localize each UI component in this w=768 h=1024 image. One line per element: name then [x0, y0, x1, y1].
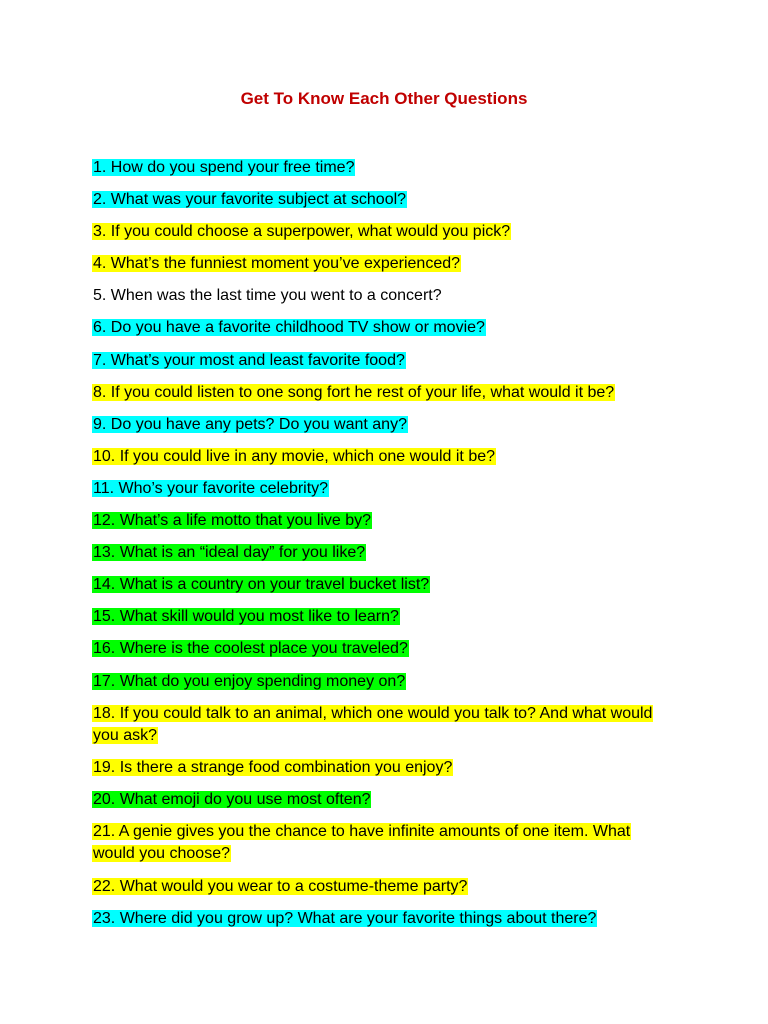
question-text: 15. What skill would you most like to learn?	[93, 608, 399, 626]
question-text: 2. What was your favorite subject at school?	[93, 191, 407, 209]
question-text: 6. Do you have a favorite childhood TV show or movie?	[93, 319, 485, 337]
question-text: 13. What is an “ideal day” for you like?	[93, 544, 366, 562]
document-title: Get To Know Each Other Questions	[240, 89, 528, 108]
question-item	[92, 157, 662, 179]
question-list	[92, 157, 662, 940]
question-item	[92, 510, 662, 532]
question-item	[92, 757, 662, 779]
question-item	[92, 671, 662, 693]
question-item	[92, 478, 662, 500]
question-item	[92, 253, 662, 275]
question-text: 5. When was the last time you went to a concert?	[93, 287, 442, 305]
question-item	[92, 350, 662, 372]
question-item	[92, 542, 662, 564]
question-text: 18. If you could talk to an animal, which one would you talk to? And what would you ask?	[93, 704, 653, 744]
question-text: 20. What emoji do you use most often?	[93, 791, 371, 809]
question-text: 7. What’s your most and least favorite food?	[93, 351, 405, 369]
question-item	[92, 638, 662, 660]
question-text: 11. Who’s your favorite celebrity?	[93, 479, 329, 497]
question-item	[92, 382, 662, 404]
question-text: 17. What do you enjoy spending money on?	[93, 672, 406, 690]
question-item	[92, 908, 662, 930]
question-text: 23. Where did you grow up? What are your favorite things about there?	[93, 909, 597, 927]
question-text: 10. If you could live in any movie, which one would it be?	[93, 447, 496, 465]
question-text: 12. What’s a life motto that you live by?	[93, 512, 372, 530]
question-item	[92, 606, 662, 628]
question-item	[92, 285, 662, 307]
question-text: 16. Where is the coolest place you traveled?	[93, 640, 408, 658]
question-text: 1. How do you spend your free time?	[93, 159, 355, 176]
question-item	[92, 876, 662, 898]
question-text: 9. Do you have any pets? Do you want any?	[93, 415, 407, 433]
question-text: 19. Is there a strange food combination you enjoy?	[93, 758, 453, 776]
question-item	[92, 821, 662, 866]
question-item	[92, 703, 662, 748]
question-item	[92, 317, 662, 339]
question-text: 3. If you could choose a superpower, what would you pick?	[93, 223, 511, 241]
question-text: 8. If you could listen to one song fort he rest of your life, what would it be?	[93, 383, 615, 401]
question-text: 21. A genie gives you the chance to have infinite amounts of one item. What would you choose?	[93, 823, 631, 863]
question-item	[92, 574, 662, 596]
question-item	[92, 189, 662, 211]
question-text: 22. What would you wear to a costume-theme party?	[93, 877, 468, 895]
question-item	[92, 221, 662, 243]
question-text: 14. What is a country on your travel bucket list?	[93, 576, 430, 594]
question-item	[92, 414, 662, 436]
question-text: 4. What’s the funniest moment you’ve experienced?	[93, 255, 461, 273]
question-item	[92, 789, 662, 811]
question-item	[92, 446, 662, 468]
